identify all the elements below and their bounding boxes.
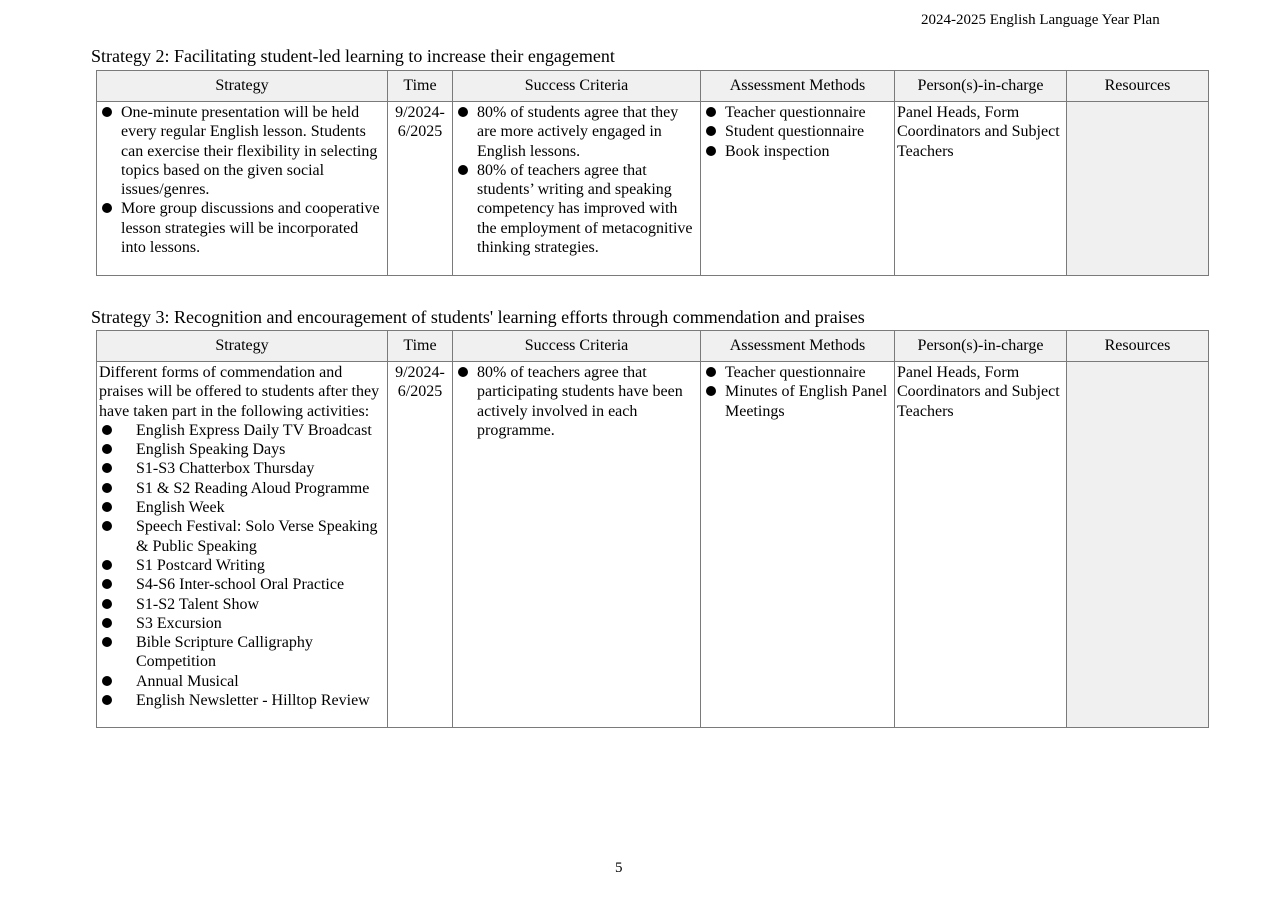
column-header-time: Time (388, 331, 453, 362)
activity-item: English Week (99, 498, 385, 517)
assessment-method: Book inspection (703, 142, 892, 161)
activity-item: S1 Postcard Writing (99, 556, 385, 575)
assessment-method: Teacher questionnaire (703, 103, 892, 122)
strategy-intro: Different forms of commendation and praises will be offered to students after they have taken part in the following activities: (99, 364, 380, 420)
persons-in-charge-cell: Panel Heads, Form Coordinators and Subject Teachers (895, 362, 1067, 728)
strategy-3-title: Strategy 3: Recognition and encouragement of students' learning efforts through commendation and praises (91, 307, 865, 327)
strategy-item: More group discussions and cooperative lesson strategies will be incorporated into lessons. (99, 199, 385, 257)
success-criterion: 80% of teachers agree that students’ writing and speaking competency has improved with the employment of metacognitive thinking strategies. (455, 161, 698, 257)
assessment-methods-cell (701, 362, 895, 728)
activity-item: S3 Excursion (99, 614, 385, 633)
column-header-strategy: Strategy (97, 71, 388, 102)
column-header-assessment-methods: Assessment Methods (701, 71, 895, 102)
activity-item: Bible Scripture Calligraphy Competition (99, 633, 385, 672)
column-header-success-criteria: Success Criteria (453, 71, 701, 102)
activity-item: S1-S3 Chatterbox Thursday (99, 459, 385, 478)
column-header-persons-in-charge: Person(s)-in-charge (895, 331, 1067, 362)
column-header-persons-in-charge: Person(s)-in-charge (895, 71, 1067, 102)
assessment-method: Teacher questionnaire (703, 363, 892, 382)
resources-cell (1067, 102, 1209, 276)
strategy-3-table (96, 330, 1209, 728)
activity-item: S1 & S2 Reading Aloud Programme (99, 479, 385, 498)
column-header-resources: Resources (1067, 71, 1209, 102)
running-header: 2024-2025 English Language Year Plan (921, 12, 1160, 28)
strategy-cell (97, 102, 388, 276)
time-cell: 9/2024-6/2025 (388, 362, 453, 728)
column-header-success-criteria: Success Criteria (453, 331, 701, 362)
assessment-method: Minutes of English Panel Meetings (703, 382, 892, 421)
activity-item: S4-S6 Inter-school Oral Practice (99, 575, 385, 594)
success-criteria-cell (453, 362, 701, 728)
column-header-time: Time (388, 71, 453, 102)
strategy-cell (97, 362, 388, 728)
success-criteria-cell (453, 102, 701, 276)
success-criterion: 80% of students agree that they are more actively engaged in English lessons. (455, 103, 698, 161)
time-cell: 9/2024-6/2025 (388, 102, 453, 276)
table-row (97, 102, 1209, 276)
column-header-strategy: Strategy (97, 331, 388, 362)
activity-item: Speech Festival: Solo Verse Speaking & Public Speaking (99, 517, 385, 556)
activity-item: English Speaking Days (99, 440, 385, 459)
activity-item: English Newsletter - Hilltop Review (99, 691, 385, 710)
page-number: 5 (615, 860, 623, 876)
activity-item: S1-S2 Talent Show (99, 595, 385, 614)
activity-item: Annual Musical (99, 672, 385, 691)
strategy-2-table (96, 70, 1209, 276)
column-header-assessment-methods: Assessment Methods (701, 331, 895, 362)
strategy-item: One-minute presentation will be held every regular English lesson. Students can exercise their flexibility in selecting topics based on the given social issues/genres. (99, 103, 385, 199)
assessment-methods-cell (701, 102, 895, 276)
persons-in-charge-cell: Panel Heads, Form Coordinators and Subject Teachers (895, 102, 1067, 276)
success-criterion: 80% of teachers agree that participating students have been actively involved in each programme. (455, 363, 698, 440)
assessment-method: Student questionnaire (703, 122, 892, 141)
table-row (97, 362, 1209, 728)
table-header-row (97, 71, 1209, 102)
strategy-2-title: Strategy 2: Facilitating student-led learning to increase their engagement (91, 46, 615, 66)
column-header-resources: Resources (1067, 331, 1209, 362)
activity-item: English Express Daily TV Broadcast (99, 421, 385, 440)
table-header-row (97, 331, 1209, 362)
resources-cell (1067, 362, 1209, 728)
